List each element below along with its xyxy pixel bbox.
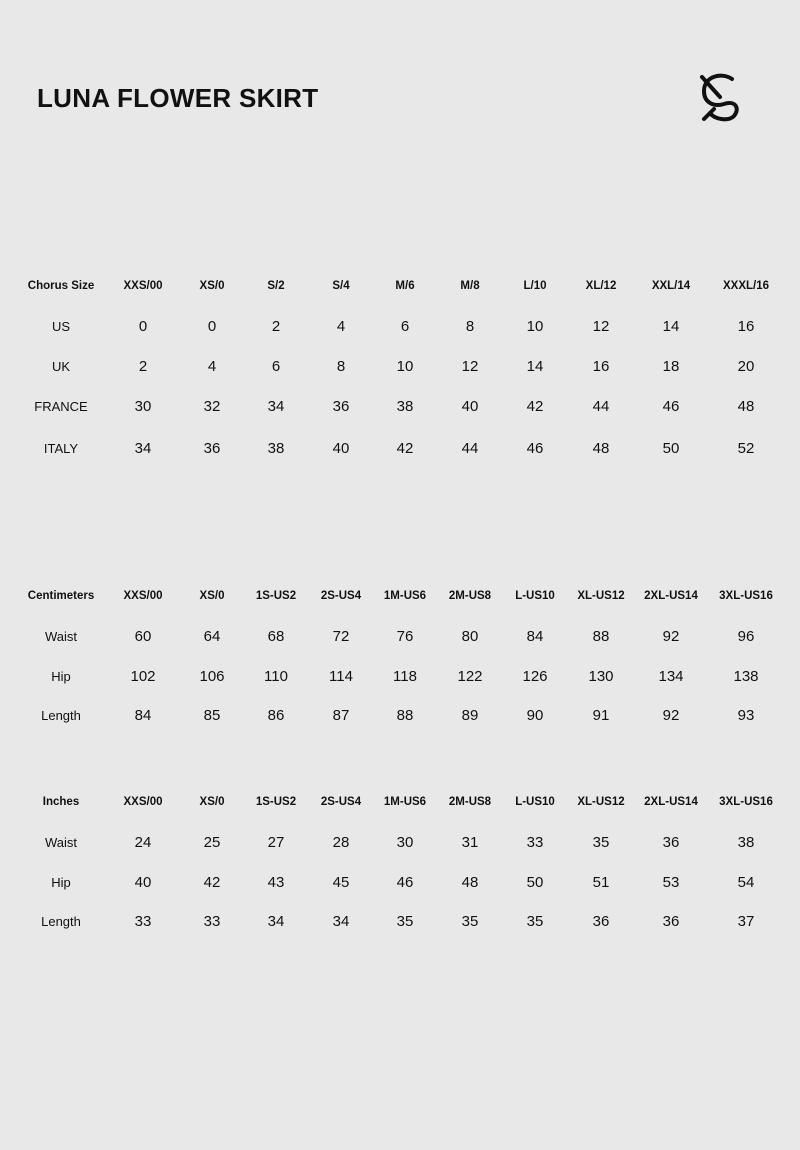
column-header: 1S-US2 [255, 796, 297, 808]
table-row [0, 665, 800, 689]
table-cell: 27 [267, 834, 285, 851]
table-cell: 12 [461, 358, 479, 375]
table-cell: 14 [662, 318, 680, 335]
table-cell: 34 [134, 440, 152, 457]
table-cell: 2 [138, 358, 148, 375]
table-cell: 46 [396, 874, 414, 891]
table-cell: 14 [526, 358, 544, 375]
table-cell: 84 [526, 628, 544, 645]
table-cell: 110 [264, 668, 288, 685]
table-cell: 8 [465, 318, 475, 335]
table-cell: 86 [267, 707, 285, 724]
table-cell: 24 [134, 834, 152, 851]
table-cell: 33 [203, 913, 221, 930]
chorus-logo-icon [698, 73, 744, 123]
table-cell: 42 [203, 874, 221, 891]
column-header: L/10 [523, 280, 547, 292]
column-header: XL-US12 [577, 590, 625, 602]
table-cell: 91 [592, 707, 610, 724]
table-cell: 118 [393, 668, 417, 685]
column-header: M/8 [460, 280, 480, 292]
table-cell: 30 [396, 834, 414, 851]
table-cell: 89 [461, 707, 479, 724]
table-cell: 126 [522, 668, 548, 685]
table-cell: 6 [400, 318, 410, 335]
row-label: Length [41, 708, 81, 723]
table-cell: 96 [737, 628, 755, 645]
table-cell: 0 [207, 318, 217, 335]
table-cell: 54 [737, 874, 755, 891]
table-cell: 30 [134, 398, 152, 415]
table-cell: 50 [662, 440, 680, 457]
table-cell: 84 [134, 707, 152, 724]
table-cell: 0 [138, 318, 148, 335]
table-cell: 36 [662, 913, 680, 930]
column-header: XXXL/16 [722, 280, 770, 292]
table-cell: 2 [271, 318, 281, 335]
table-cell: 36 [592, 913, 610, 930]
table-cell: 122 [457, 668, 483, 685]
table-cell: 31 [461, 834, 479, 851]
column-header: XL/12 [585, 280, 617, 292]
row-label: UK [51, 359, 71, 374]
column-header: XL-US12 [577, 796, 625, 808]
table-cell: 92 [662, 707, 680, 724]
column-header: 1S-US2 [255, 590, 297, 602]
table-cell: 8 [336, 358, 346, 375]
table-cell: 18 [662, 358, 680, 375]
table-cell: 40 [332, 440, 350, 457]
table-cell: 6 [271, 358, 281, 375]
table-cell: 42 [526, 398, 544, 415]
table-cell: 106 [199, 668, 225, 685]
table-cell: 48 [461, 874, 479, 891]
table-cell: 134 [658, 668, 684, 685]
table-cell: 35 [461, 913, 479, 930]
page-title: LUNA FLOWER SKIRT [37, 83, 319, 113]
table-cell: 46 [662, 398, 680, 415]
table-cell: 85 [203, 707, 221, 724]
table-cell: 33 [134, 913, 152, 930]
column-header: L-US10 [515, 796, 555, 808]
table-cell: 114 [329, 668, 353, 685]
table-cell: 32 [203, 398, 221, 415]
table-cell: 34 [267, 913, 285, 930]
table-cell: 60 [134, 628, 152, 645]
column-header: XXS/00 [123, 280, 163, 292]
table-cell: 35 [592, 834, 610, 851]
table-cell: 51 [592, 874, 610, 891]
table-cell: 38 [737, 834, 755, 851]
column-header: 3XL-US16 [719, 590, 773, 602]
column-header: 3XL-US16 [719, 796, 773, 808]
table-cell: 34 [267, 398, 285, 415]
table-cell: 50 [526, 874, 544, 891]
table-row [0, 625, 800, 649]
table-cell: 36 [662, 834, 680, 851]
table-header-label: Chorus Size [27, 280, 95, 292]
row-label: Hip [51, 875, 71, 890]
column-header: XXS/00 [123, 796, 163, 808]
table-cell: 12 [592, 318, 610, 335]
table-header-label: Centimeters [27, 590, 95, 602]
table-cell: 48 [592, 440, 610, 457]
table-cell: 64 [203, 628, 221, 645]
table-cell: 80 [461, 628, 479, 645]
table-cell: 40 [134, 874, 152, 891]
table-cell: 138 [733, 668, 759, 685]
row-label: FRANCE [34, 399, 88, 414]
table-cell: 102 [130, 668, 156, 685]
column-header: 2S-US4 [320, 590, 362, 602]
table-cell: 34 [332, 913, 350, 930]
table-cell: 90 [526, 707, 544, 724]
table-row [0, 910, 800, 934]
table-cell: 38 [396, 398, 414, 415]
column-header: XS/0 [199, 590, 225, 602]
column-header: S/2 [267, 280, 285, 292]
table-cell: 37 [737, 913, 755, 930]
table-cell: 44 [461, 440, 479, 457]
table-cell: 46 [526, 440, 544, 457]
table-cell: 88 [592, 628, 610, 645]
table-cell: 16 [737, 318, 755, 335]
table-cell: 76 [396, 628, 414, 645]
table-header-label: Inches [42, 796, 80, 808]
table-row [0, 395, 800, 419]
table-cell: 42 [396, 440, 414, 457]
column-header: XS/0 [199, 280, 225, 292]
row-label: Waist [44, 629, 78, 644]
table-cell: 4 [207, 358, 217, 375]
row-label: US [51, 319, 71, 334]
table-cell: 68 [267, 628, 285, 645]
column-header: 2S-US4 [320, 796, 362, 808]
table-cell: 52 [737, 440, 755, 457]
column-header: XXL/14 [651, 280, 691, 292]
column-header: 1M-US6 [383, 590, 427, 602]
table-cell: 10 [526, 318, 544, 335]
table-cell: 40 [461, 398, 479, 415]
table-header-row [0, 584, 800, 608]
table-cell: 28 [332, 834, 350, 851]
column-header: 2M-US8 [448, 590, 492, 602]
table-cell: 16 [592, 358, 610, 375]
column-header: 1M-US6 [383, 796, 427, 808]
table-header-row [0, 790, 800, 814]
table-cell: 36 [332, 398, 350, 415]
table-cell: 38 [267, 440, 285, 457]
table-cell: 20 [737, 358, 755, 375]
table-cell: 88 [396, 707, 414, 724]
table-cell: 45 [332, 874, 350, 891]
table-cell: 4 [336, 318, 346, 335]
table-cell: 44 [592, 398, 610, 415]
table-cell: 36 [203, 440, 221, 457]
table-row [0, 315, 800, 339]
table-row [0, 355, 800, 379]
column-header: 2XL-US14 [644, 796, 698, 808]
column-header: 2XL-US14 [644, 590, 698, 602]
table-cell: 10 [396, 358, 414, 375]
table-cell: 87 [332, 707, 350, 724]
column-header: XXS/00 [123, 590, 163, 602]
row-label: Waist [44, 835, 78, 850]
row-label: Length [41, 914, 81, 929]
row-label: ITALY [43, 441, 79, 456]
table-cell: 48 [737, 398, 755, 415]
table-row [0, 704, 800, 728]
column-header: L-US10 [515, 590, 555, 602]
table-cell: 33 [526, 834, 544, 851]
table-cell: 25 [203, 834, 221, 851]
column-header: XS/0 [199, 796, 225, 808]
column-header: 2M-US8 [448, 796, 492, 808]
table-cell: 53 [662, 874, 680, 891]
column-header: S/4 [332, 280, 350, 292]
table-row [0, 871, 800, 895]
row-label: Hip [51, 669, 71, 684]
table-row [0, 831, 800, 855]
table-cell: 130 [588, 668, 614, 685]
table-header-row [0, 274, 800, 298]
column-header: M/6 [395, 280, 415, 292]
table-row [0, 437, 800, 461]
table-cell: 43 [267, 874, 285, 891]
table-cell: 93 [737, 707, 755, 724]
table-cell: 35 [526, 913, 544, 930]
table-cell: 35 [396, 913, 414, 930]
table-cell: 92 [662, 628, 680, 645]
table-cell: 72 [332, 628, 350, 645]
